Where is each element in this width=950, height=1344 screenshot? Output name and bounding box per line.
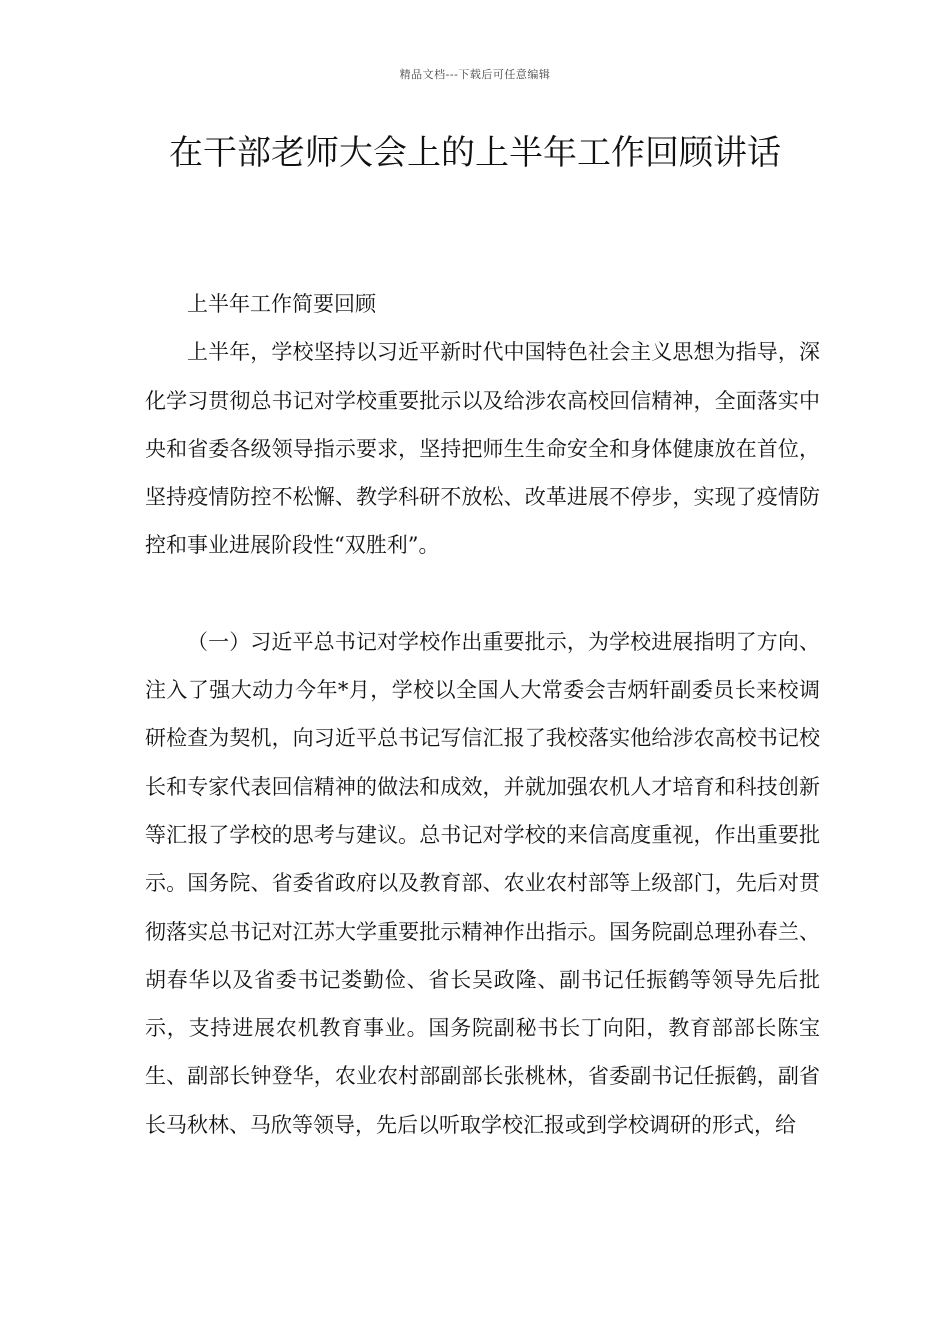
document-title: 在干部老师大会上的上半年工作回顾讲话 (169, 133, 781, 173)
section-heading: 上半年工作简要回顾 (187, 292, 376, 316)
header-note: 精品文档---下载后可任意编辑 (399, 68, 551, 81)
body-paragraph: 上半年，学校坚持以习近平新时代中国特色社会主义思想为指导，深化学习贯彻总书记对学校重要批示以及给涉农高校回信精神，全面落实中央和省委各级领导指示要求，坚持把师生生命安全和身体健康放在首位，坚持疫情防控不松懈、教学科研不放松、改革进展不停步，实现了疫情防控和事业进展阶段性“双胜利”。 (145, 340, 820, 558)
body-paragraph: （一）习近平总书记对学校作出重要批示，为学校进展指明了方向、注入了强大动力今年*月，学校以全国人大常委会吉炳轩副委员长来校调研检查为契机，向习近平总书记写信汇报了我校落实他给涉农高校书记校长和专家代表回信精神的做法和成效，并就加强农机人才培育和科技创新等汇报了学校的思考与建议。总书记对学校的来信高度重视，作出重要批示。国务院、省委省政府以及教育部、农业农村部等上级部门，先后对贯彻落实总书记对江苏大学重要批示精神作出指示。国务院副总理孙春兰、胡春华以及省委书记娄勤俭、省长吴政隆、副书记任振鹤等领导先后批示，支持进展农机教育事业。国务院副秘书长丁向阳，教育部部长陈宝生、副部长钟登华，农业农村部副部长张桃林，省委副书记任振鹤，副省长马秋林、马欣等领导，先后以听取学校汇报或到学校调研的形式，给 (145, 629, 820, 1137)
document-body (145, 280, 820, 1149)
